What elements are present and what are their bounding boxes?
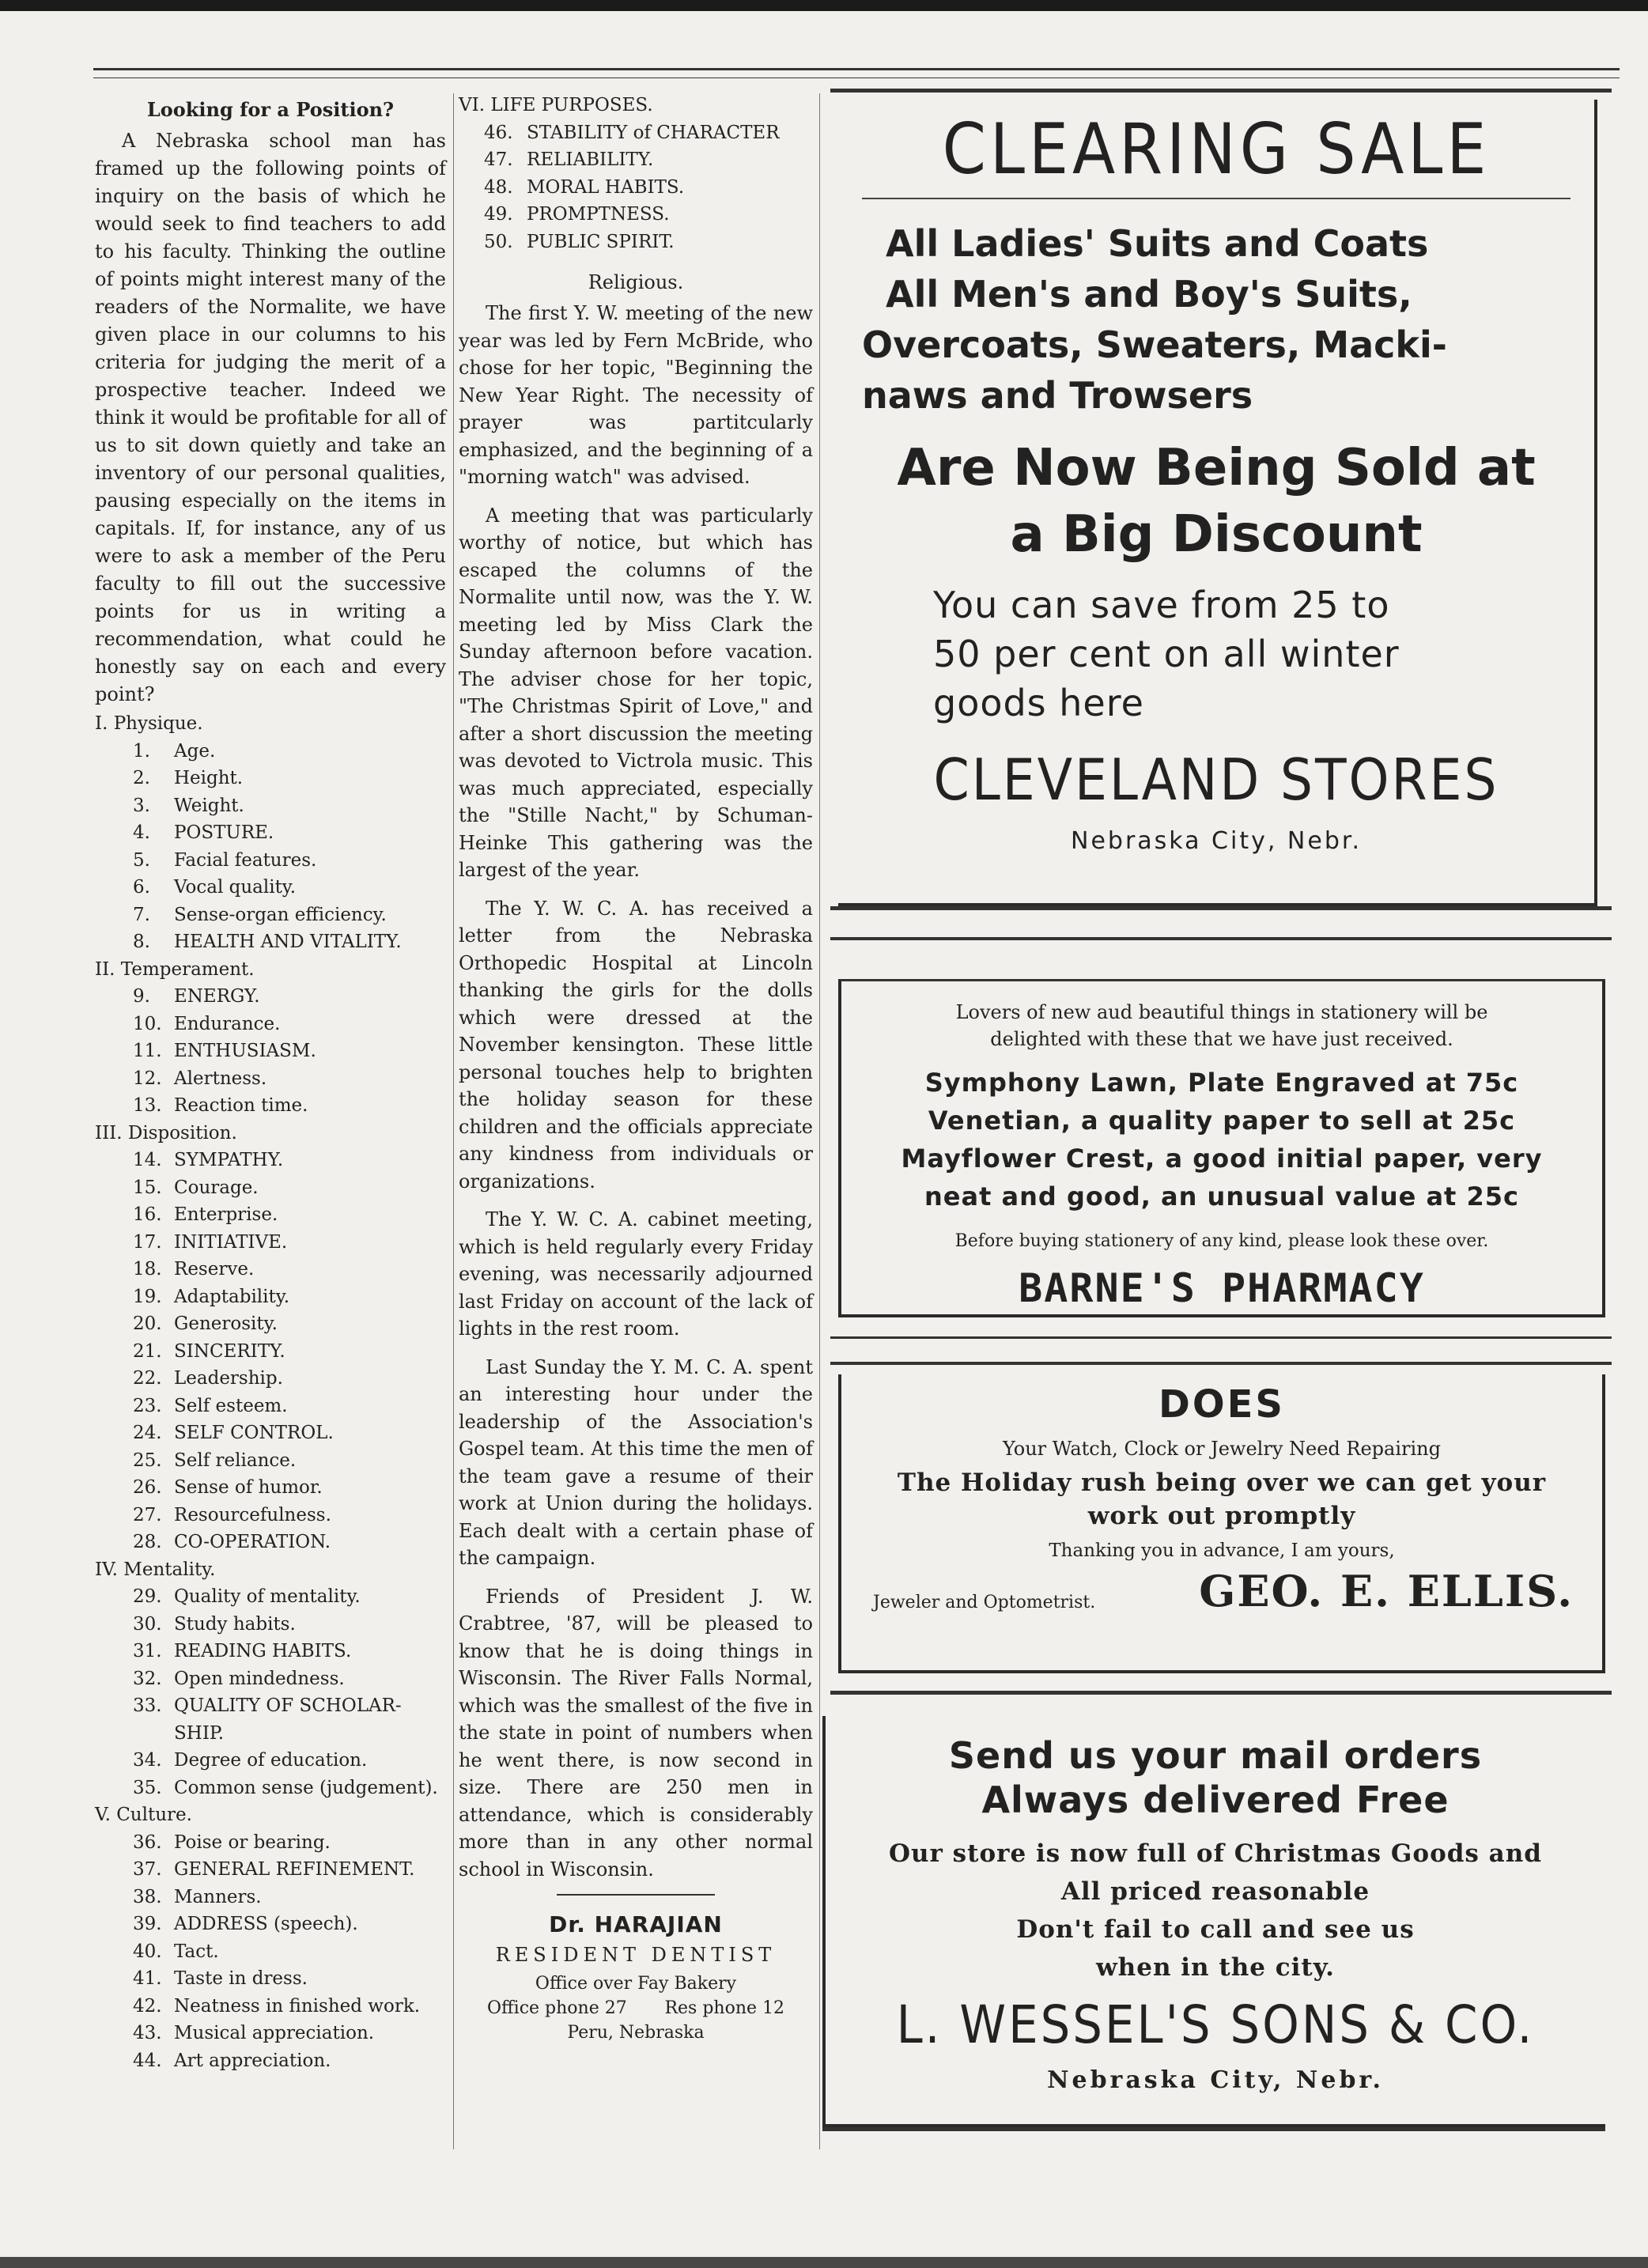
criterion-item [95,1283,446,1311]
criterion-number: 41. [133,1968,162,1989]
criterion-text: Poise or bearing. [174,1831,331,1853]
criterion-continuation: SHIP. [174,1722,225,1744]
criterion-item [95,1310,446,1338]
criterion-text: Study habits. [174,1613,296,1635]
criterion-text: Endurance. [174,1013,281,1034]
stationery-intro [841,999,1602,1053]
ellis-name: GEO. E. ELLIS. [1199,1566,1574,1616]
criterion-item [95,1747,446,1775]
criterion-number: 49. [484,204,513,225]
section-label: IV. Mentality. [95,1559,216,1580]
criterion-number: 47. [484,149,513,170]
res-phone: Res phone 12 [664,1998,784,2018]
ad4-bottom-rule [822,2127,1605,2131]
middle-column [459,92,813,2043]
ellis-line-3: work out promptly [1087,1502,1356,1530]
criterion-number: 50. [484,231,513,252]
criterion-number: 18. [133,1259,162,1280]
page-top-edge [0,0,1648,11]
criterion-number: 4. [133,822,150,843]
criterion-number: 5. [133,849,150,871]
criterion-text: Vocal quality. [174,877,297,898]
criterion-text: INITIATIVE. [174,1231,288,1253]
criterion-number: 24. [133,1423,162,1443]
criterion-text: PUBLIC SPIRIT. [527,231,675,252]
criterion-item [95,1775,446,1802]
criterion-text: Leadership. [174,1368,283,1389]
criterion-number: 31. [133,1641,162,1661]
savings-text [838,580,1594,728]
dentist-ad [459,1911,813,2043]
wessel-city: Nebraska City, Nebr. [1047,2066,1384,2094]
dentist-name: Dr. HARAJIAN [549,1911,723,1937]
criterion-item [95,1638,446,1665]
wessel-headline-1: Send us your mail orders [948,1734,1483,1777]
criterion-text: Degree of education. [174,1750,368,1771]
criterion-text: Self reliance. [174,1450,297,1471]
criterion-number: 28. [133,1532,162,1552]
criterion-text: READING HABITS. [174,1641,352,1661]
column-divider-2 [819,93,820,2149]
criterion-text: SELF CONTROL. [174,1423,334,1443]
criterion-item [95,847,446,875]
top-rule [93,68,1620,70]
criterion-text: Neatness in finished work. [174,1995,421,2017]
ellis-thanks: Thanking you in advance, I am yours, [1049,1540,1395,1561]
clearing-sale-divider [862,198,1571,199]
criterion-item [95,1529,446,1556]
criterion-number: 10. [133,1013,162,1034]
news-paragraph: The Y. W. C. A. has received a letter from the Nebraska Orthopedic Hospital at Lincoln thanking the girls for the dolls which were dressed at the November kensington. These little personal touches help to brighten the holiday season for these children and the officials appreciate any kindness from individuals or organizations. [459,897,813,1193]
ad3-bottom-rule [830,1691,1612,1695]
criterion-number: 11. [133,1041,162,1061]
criterion-text: ADDRESS (speech). [174,1914,358,1934]
ad3-top-rule [830,1362,1612,1365]
criterion-item [459,201,813,229]
top-rule-thin [93,77,1620,78]
criterion-item [95,1065,446,1093]
criterion-item [95,738,446,765]
stationery-intro-2: delighted with these that we have just received. [990,1028,1453,1050]
ellis-line-2: The Holiday rush being over we can get your [897,1469,1547,1497]
ad1-bottom-rule [830,906,1612,910]
dentist-office: Office over Fay Bakery [535,1974,737,1994]
ad2-top-rule [830,937,1612,940]
stationery-ad [838,979,1605,1317]
criterion-item [95,1938,446,1966]
criterion-item [95,1856,446,1884]
page-bottom-edge [0,2257,1648,2268]
criterion-number: 2. [133,768,150,788]
criterion-number: 15. [133,1177,162,1198]
criterion-item [95,1993,446,2020]
criterion-number: 34. [133,1750,162,1771]
news-paragraph: The Y. W. C. A. cabinet meeting, which is held regularly every Friday evening, was necessarily adjourned last Friday on account of the lack of lights in the rest room. [459,1208,813,1340]
criterion-number: 17. [133,1231,162,1253]
savings-line-3: goods here [933,682,1144,724]
criterion-item [459,174,813,202]
criterion-text: Sense-organ efficiency. [174,904,387,925]
criterion-number: 43. [133,2023,162,2043]
article-intro: A Nebraska school man has framed up the following points of inquiry on the basis of which he would seek to find teachers to add to his faculty. Thinking the outline of points might interest many of the readers of the Normalite, we have given place in our columns to his criteria for judging the merit of a prospective teacher. Indeed we think it would be profitable for all of us to sit down quietly and take an inventory of our personal qualities, pausing especially on the items in capitals. If, for instance, any of us were to ask a member of the Peru faculty to fill out the successive points for us in writing a recommendation, what could he honestly say on each and every point? [95,130,446,705]
dentist-city: Peru, Nebraska [567,2023,705,2043]
column-divider-1 [453,93,454,2149]
criterion-item [95,792,446,820]
goods-line-1: All Ladies' Suits and Coats [886,222,1429,265]
cleveland-stores: CLEVELAND STORES [933,747,1499,813]
wessel-name: L. WESSEL'S SONS & CO. [896,1994,1535,2055]
criterion-text: Manners. [174,1886,262,1907]
criterion-number: 35. [133,1777,162,1798]
criterion-text: PROMPTNESS. [527,204,670,225]
criterion-text: Enterprise. [174,1204,278,1225]
clearing-sale-ad [838,100,1597,906]
wessel-line-3: Don't fail to call and see us [1016,1915,1415,1944]
criterion-item [95,2047,446,2075]
criterion-text: Facial features. [174,849,317,871]
criterion-text: ENTHUSIASM. [174,1041,316,1061]
criterion-number: 9. [133,986,150,1007]
ellis-signature [841,1566,1602,1621]
dentist-title: RESIDENT DENTIST [495,1944,777,1966]
religious-news [459,300,813,1883]
criteria-list [95,710,446,2074]
criterion-item [95,1884,446,1911]
ellis-holiday [841,1466,1602,1533]
criterion-text: RELIABILITY. [527,149,654,170]
wessel-headline-2: Always delivered Free [981,1778,1450,1821]
criterion-item [95,983,446,1011]
criterion-number: 14. [133,1150,162,1170]
criterion-item [95,928,446,956]
criterion-number: 40. [133,1941,162,1962]
criterion-item [95,1911,446,1938]
criterion-item [95,1201,446,1229]
criterion-item [95,1092,446,1120]
wessel-line-1: Our store is now full of Christmas Goods and [889,1839,1542,1868]
criterion-item [95,2020,446,2047]
criterion-number: 3. [133,795,150,816]
religious-heading: Religious. [588,271,684,293]
criterion-text: MORAL HABITS. [527,176,685,198]
criterion-number: 13. [133,1095,162,1116]
criterion-number: 38. [133,1886,162,1907]
criterion-text: STABILITY of CHARACTER [527,122,780,143]
criterion-text: Common sense (judgement). [174,1777,438,1798]
stationery-offers [841,1064,1602,1215]
cleveland-city: Nebraska City, Nebr. [1071,827,1362,855]
criterion-text: Sense of humor. [174,1477,323,1498]
wessel-headline [826,1733,1605,1822]
offer-symphony: Symphony Lawn, Plate Engraved at 75c [924,1068,1519,1098]
criterion-text: Taste in dress. [174,1968,308,1989]
section-label: II. Temperament. [95,958,255,980]
clearing-sale-headline: CLEARING SALE [942,108,1491,190]
criterion-text: CO-OPERATION. [174,1532,331,1552]
criterion-item [95,1256,446,1283]
goods-line-2: All Men's and Boy's Suits, [886,273,1412,316]
criterion-item [95,765,446,792]
criterion-item [95,1338,446,1366]
news-paragraph: Friends of President J. W. Crabtree, '87, will be pleased to know that he is doing things in Wisconsin. The River Falls Normal, which was the smallest of the five in the state in point of numbers when he went there, is now second in size. There are 250 men in attendance, which is considerably more than in any other normal school in Wisconsin. [459,1585,813,1881]
news-paragraph: Last Sunday the Y. M. C. A. spent an interesting hour under the leadership of the Association's Gospel team. At this time the men of the team gave a resume of their work at Union during the holidays. Each dealt with a certain phase of the campaign. [459,1355,813,1569]
criterion-number: 37. [133,1859,162,1880]
goods-line-3: Overcoats, Sweaters, Macki- [862,323,1447,366]
criterion-item [95,1393,446,1420]
criterion-number: 22. [133,1368,162,1389]
section-label: I. Physique. [95,713,203,734]
criterion-number: 12. [133,1068,162,1089]
criterion-text: Reserve. [174,1259,255,1280]
criterion-number: 39. [133,1914,162,1934]
clearing-sale-goods [838,218,1594,421]
criterion-number: 16. [133,1204,162,1225]
criterion-item [95,1474,446,1502]
criterion-number: 30. [133,1613,162,1635]
criterion-item [95,1965,446,1993]
criterion-text: GENERAL REFINEMENT. [174,1859,415,1880]
savings-line-2: 50 per cent on all winter [933,633,1400,675]
criterion-text: Self esteem. [174,1395,288,1416]
criterion-text: QUALITY OF SCHOLAR- [174,1695,402,1716]
criterion-number: 27. [133,1504,162,1525]
criterion-text: Tact. [174,1941,219,1962]
criterion-item [95,1611,446,1639]
criterion-item [95,1038,446,1065]
criterion-item [95,874,446,902]
wessel-line-2: All priced reasonable [1060,1877,1370,1906]
criterion-item [95,1229,446,1257]
criterion-item [459,229,813,256]
criterion-number: 29. [133,1586,162,1607]
criterion-text: Alertness. [174,1068,267,1089]
criterion-item [95,1583,446,1611]
criterion-text: HEALTH AND VITALITY. [174,932,402,952]
criterion-item [95,902,446,929]
criterion-text: Reaction time. [174,1095,308,1116]
article-title: Looking for a Position? [146,98,395,121]
news-paragraph: The first Y. W. meeting of the new year was led by Fern McBride, who chose for her topic, "Beginning the New Year Right. The necessity of prayer was partitcularly emphasized, and the beginning of a "morning watch" was advised. [459,302,813,488]
criterion-item [95,1011,446,1038]
criterion-number: 23. [133,1395,162,1416]
criterion-number: 1. [133,740,150,762]
discount-line-1: Are Now Being Sold at [897,439,1536,497]
savings-line-1: You can save from 25 to [933,584,1390,626]
criterion-number: 36. [133,1831,162,1853]
criterion-item [95,1419,446,1447]
discount-headline [838,435,1594,568]
criterion-text: Musical appreciation. [174,2023,375,2043]
criterion-text: POSTURE. [174,822,274,843]
criterion-text: Height. [174,768,244,788]
section-label: V. Culture. [95,1805,192,1825]
criterion-number: 8. [133,932,150,952]
ellis-line-1: Your Watch, Clock or Jewelry Need Repairing [1002,1438,1441,1460]
criterion-number: 33. [133,1695,162,1716]
offer-mayflower-2: neat and good, an unusual value at 25c [924,1181,1519,1211]
criterion-text: Courage. [174,1177,259,1198]
criterion-text: Open mindedness. [174,1668,345,1689]
wessel-ad [822,1716,1605,2127]
criterion-number: 48. [484,176,513,198]
ad1-top-rule [830,89,1612,93]
criterion-text: Weight. [174,795,244,816]
left-column [95,98,446,2074]
life-purposes-list [459,92,813,255]
criterion-number: 6. [133,877,150,898]
criterion-text: Generosity. [174,1314,278,1334]
discount-line-2: a Big Discount [1010,505,1423,564]
section-label: VI. LIFE PURPOSES. [459,95,653,115]
stationery-note: Before buying stationery of any kind, please look these over. [954,1231,1489,1251]
criterion-text: Art appreciation. [174,2050,331,2071]
criterion-item [95,1829,446,1857]
criterion-number: 7. [133,904,150,925]
offer-venetian: Venetian, a quality paper to sell at 25c [928,1106,1516,1136]
criterion-number: 32. [133,1668,162,1689]
ellis-ad [838,1374,1605,1673]
ellis-title: Jeweler and Optometrist. [873,1593,1096,1612]
wessel-line-4: when in the city. [1096,1953,1335,1982]
dentist-phones [459,1998,813,2018]
criterion-text: SINCERITY. [174,1340,285,1362]
criterion-item [95,1447,446,1475]
criterion-number: 26. [133,1477,162,1498]
criterion-item [95,1502,446,1529]
criterion-item [95,1174,446,1202]
criterion-number: 46. [484,122,513,143]
criterion-number: 25. [133,1450,162,1471]
barnes-pharmacy: BARNE'S PHARMACY [1019,1265,1425,1311]
separator-rule [557,1894,715,1896]
criterion-number: 20. [133,1314,162,1334]
criterion-item [95,1665,446,1693]
criterion-item [459,119,813,147]
criterion-item [95,1147,446,1174]
goods-line-4: naws and Trowsers [862,374,1253,417]
wessel-body [826,1835,1605,1986]
criterion-text: Resourcefulness. [174,1504,331,1525]
section-label: III. Disposition. [95,1122,237,1143]
criterion-number: 44. [133,2050,162,2071]
criterion-item [95,819,446,847]
ad2-bottom-rule [830,1336,1612,1339]
criterion-number: 21. [133,1340,162,1362]
criterion-text: Adaptability. [174,1286,290,1307]
stationery-intro-1: Lovers of new aud beautiful things in stationery will be [955,1001,1488,1023]
ellis-headline: DOES [1158,1382,1285,1427]
office-phone: Office phone 27 [487,1998,627,2018]
criterion-item [95,1365,446,1393]
criterion-item [459,146,813,174]
news-paragraph: A meeting that was particularly worthy of notice, but which has escaped the columns of the Normalite until now, was the Y. W. meeting led by Miss Clark the Sunday afternoon before vacation. The adviser chose for her topic, "The Christmas Spirit of Love," and after a short discussion the meeting was devoted to Victrola music. This was much appreciated, especially the "Stille Nacht," by Schuman-Heinke This gathering was the largest of the year. [459,504,813,881]
criterion-number: 19. [133,1286,162,1307]
criterion-text: ENERGY. [174,986,260,1007]
criterion-text: Quality of mentality. [174,1586,361,1607]
criterion-number: 42. [133,1995,162,2017]
offer-mayflower: Mayflower Crest, a good initial paper, very [901,1143,1543,1174]
criterion-item [95,1692,446,1720]
criterion-text: SYMPATHY. [174,1150,284,1170]
criterion-text: Age. [174,740,216,762]
